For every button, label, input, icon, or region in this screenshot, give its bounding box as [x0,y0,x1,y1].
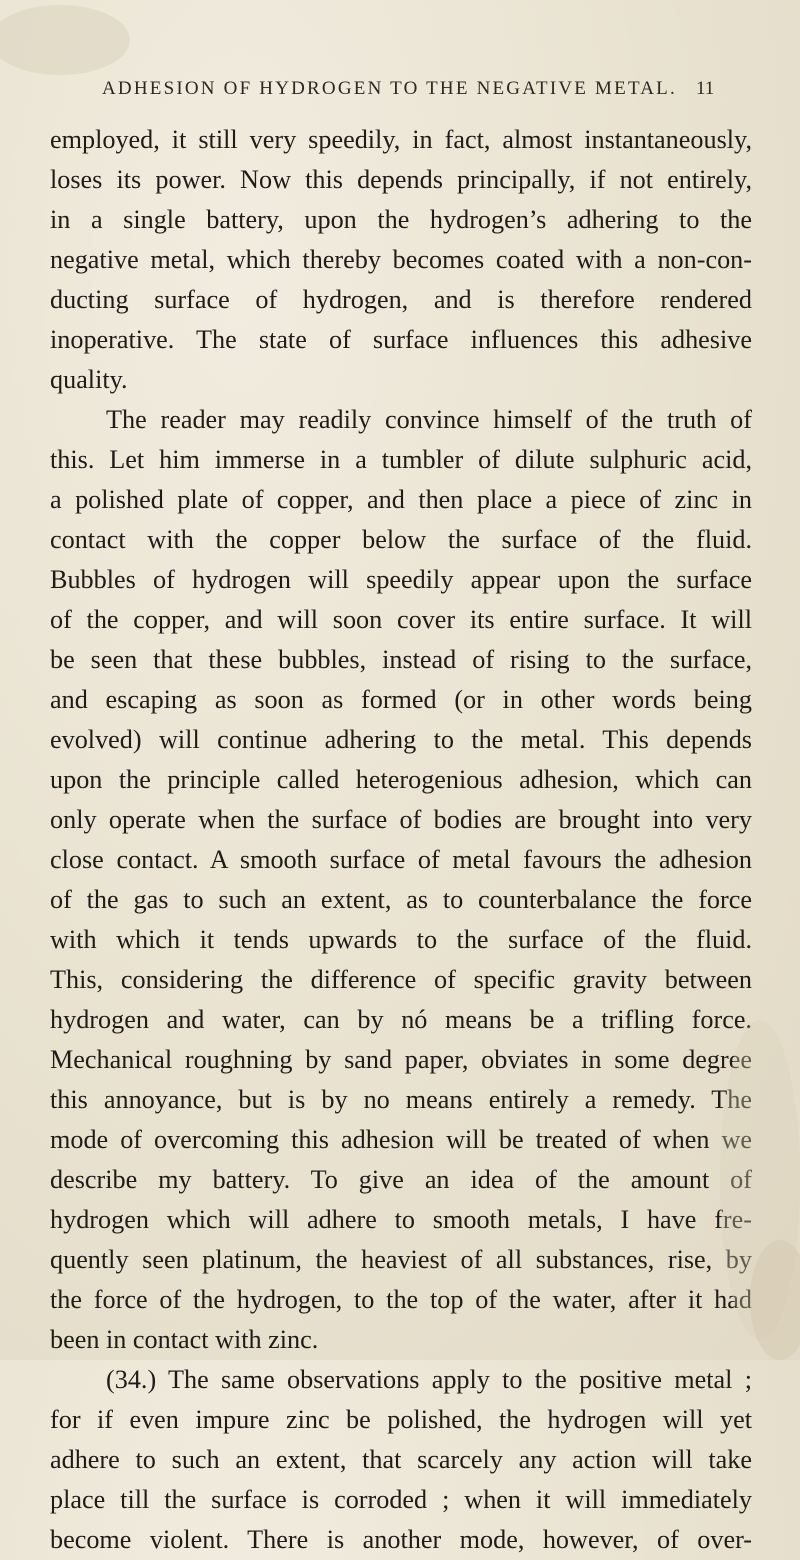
text-line: upon the principle called heterogenious adhesion, which can [50,765,752,794]
text-line: loses its power. Now this depends principally, if not entirely, [50,165,752,194]
text-line: mode of overcoming this adhesion will be treated of when we [50,1125,752,1154]
running-title: ADHESION OF HYDROGEN TO THE NEGATIVE METAL. [102,78,677,99]
text-line: this annoyance, but is by no means entirely a remedy. The [50,1085,752,1114]
text-line: describe my battery. To give an idea of the amount of [50,1165,752,1194]
text-line: quently seen platinum, the heaviest of all substances, rise, by [50,1245,752,1274]
text-line: evolved) will continue adhering to the metal. This depends [50,725,752,754]
text-line: ducting surface of hydrogen, and is therefore rendered [50,285,752,314]
text-line: be seen that these bubbles, instead of rising to the surface, [50,645,752,674]
text-line: been in contact with zinc. [50,1325,319,1354]
text-line: inoperative. The state of surface influences this adhesive [50,325,752,354]
text-line: become violent. There is another mode, however, of over- [50,1525,752,1554]
text-line: the force of the hydrogen, to the top of the water, after it had [50,1285,752,1314]
text-line: negative metal, which thereby becomes coated with a non-con- [50,245,752,274]
text-line: hydrogen and water, can by nó means be a trifling force. [50,1005,752,1034]
text-line: and escaping as soon as formed (or in other words being [50,685,752,714]
text-line: of the gas to such an extent, as to counterbalance the force [50,885,752,914]
text-line: only operate when the surface of bodies are brought into very [50,805,752,834]
text-line: This, considering the difference of specific gravity between [50,965,752,994]
text-line: for if even impure zinc be polished, the hydrogen will yet [50,1405,752,1434]
text-line: hydrogen which will adhere to smooth metals, I have fre- [50,1205,752,1234]
text-line: place till the surface is corroded ; when it will immediately [50,1485,752,1514]
text-line: with which it tends upwards to the surface of the fluid. [50,925,752,954]
text-line: of the copper, and will soon cover its entire surface. It will [50,605,752,634]
running-header [102,78,742,100]
page-number: 11 [696,78,715,99]
body-text [50,120,752,1560]
text-line: The reader may readily convince himself of the truth of [106,405,752,434]
text-line: a polished plate of copper, and then place a piece of zinc in [50,485,752,514]
text-line: Mechanical roughning by sand paper, obviates in some degree [50,1045,752,1074]
text-line: contact with the copper below the surface of the fluid. [50,525,752,554]
text-line: this. Let him immerse in a tumbler of dilute sulphuric acid, [50,445,752,474]
text-line: in a single battery, upon the hydrogen’s adhering to the [50,205,752,234]
text-line: Bubbles of hydrogen will speedily appear upon the surface [50,565,752,594]
text-line: close contact. A smooth surface of metal favours the adhesion [50,845,752,874]
text-line: (34.) The same observations apply to the positive metal ; [106,1365,752,1394]
text-line: quality. [50,365,128,394]
text-line: employed, it still very speedily, in fact, almost instantaneously, [50,125,752,154]
text-line: adhere to such an extent, that scarcely any action will take [50,1445,752,1474]
